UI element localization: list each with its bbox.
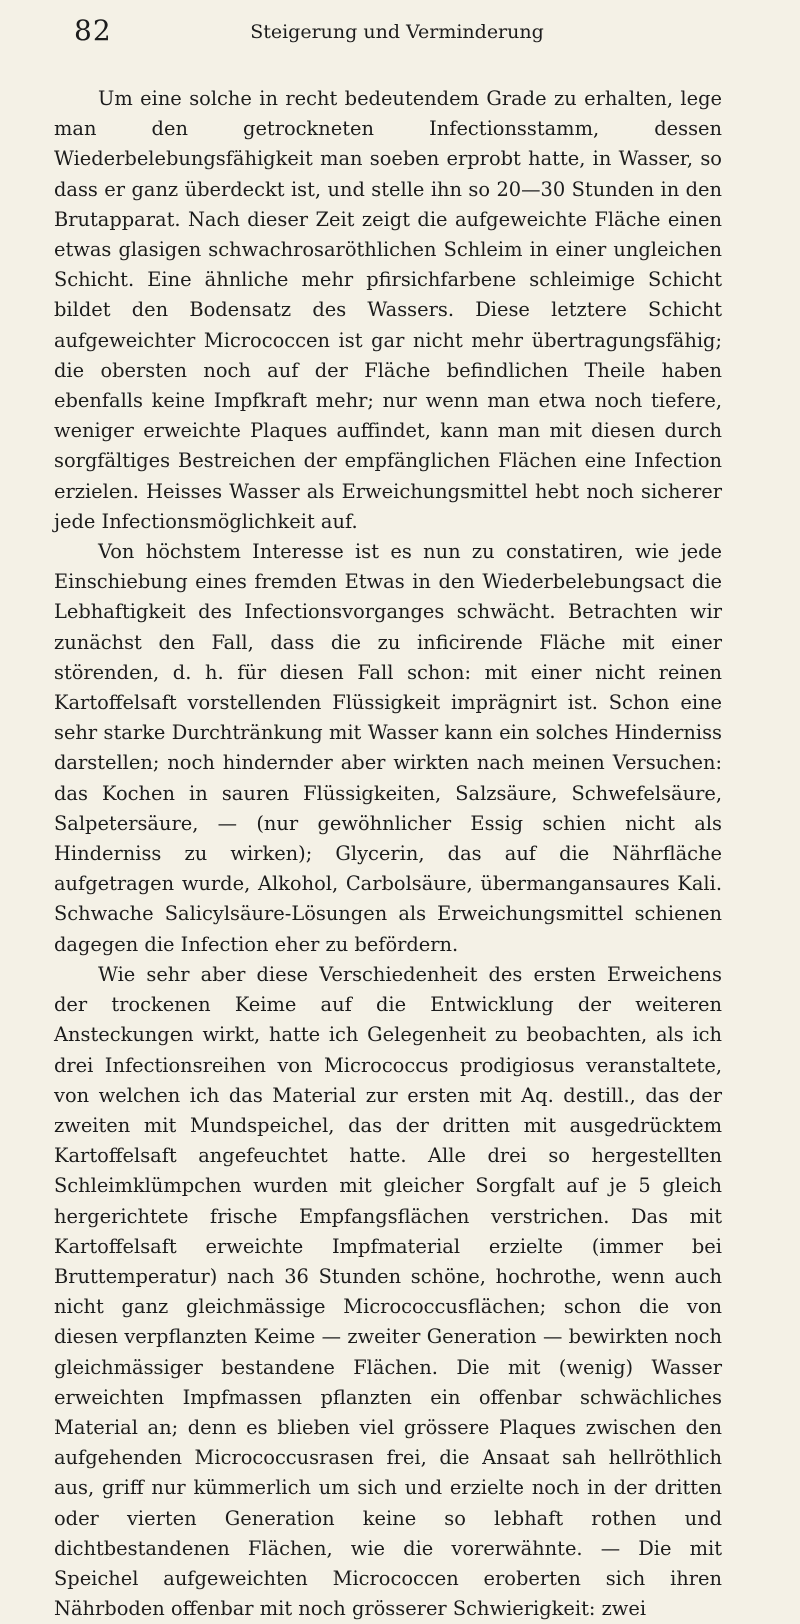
page-header xyxy=(74,14,720,54)
paragraph-2: Von höchstem Interesse ist es nun zu constatiren, wie jede Einschiebung eines fremden Etwas in den Wiederbelebungsact die Lebhaftigkeit des Infectionsvorganges schwächt. Betrachten wir zunächst den Fall, dass die zu inficirende Fläche mit einer störenden, d. h. für diesen Fall schon: mit einer nicht reinen Kartoffelsaft vorstellenden Flüssigkeit imprägnirt ist. Schon eine sehr starke Durchtränkung mit Wasser kann ein solches Hinderniss darstellen; noch hindernder aber wirkten nach meinen Versuchen: das Kochen in sauren Flüssigkeiten, Salzsäure, Schwefelsäure, Salpetersäure, — (nur gewöhnlicher Essig schien nicht als Hinderniss zu wirken); Glycerin, das auf die Nährfläche aufgetragen wurde, Alkohol, Carbolsäure, übermangansaures Kali. Schwache Salicylsäure-Lösungen als Erweichungsmittel schienen dagegen die Infection eher zu befördern. xyxy=(54,540,722,956)
running-title: Steigerung und Verminderung xyxy=(250,21,544,43)
page-number: 82 xyxy=(74,14,112,47)
paragraph-1: Um eine solche in recht bedeutendem Grade zu erhalten, lege man den getrockneten Infectionsstamm, dessen Wiederbelebungsfähigkeit man soeben erprobt hatte, in Wasser, so dass er ganz überdeckt ist, und stelle ihn so 20—30 Stunden in den Brutapparat. Nach dieser Zeit zeigt die aufgeweichte Fläche einen etwas glasigen schwachrosaröthlichen Schleim in einer ungleichen Schicht. Eine ähnliche mehr pfirsichfarbene schleimige Schicht bildet den Bodensatz des Wassers. Diese letztere Schicht aufgeweichter Micrococcen ist gar nicht mehr übertragungsfähig; die obersten noch auf der Fläche befindlichen Theile haben ebenfalls keine Impfkraft mehr; nur wenn man etwa noch tiefere, weniger erweichte Plaques auffindet, kann man mit diesen durch sorgfältiges Bestreichen der empfänglichen Flächen eine Infection erzielen. Heisses Wasser als Erweichungsmittel hebt noch sicherer jede Infectionsmöglichkeit auf. xyxy=(54,87,722,533)
body-text xyxy=(54,84,722,1624)
paragraph-3: Wie sehr aber diese Verschiedenheit des ersten Erweichens der trockenen Keime auf die Entwicklung der weiteren Ansteckungen wirkt, hatte ich Gelegenheit zu beobachten, als ich drei Infectionsreihen von Micrococcus prodigiosus veranstaltete, von welchen ich das Material zur ersten mit Aq. destill., das der zweiten mit Mundspeichel, das der dritten mit ausgedrücktem Kartoffelsaft angefeuchtet hatte. Alle drei so hergestellten Schleimklümpchen wurden mit gleicher Sorgfalt auf je 5 gleich hergerichtete frische Empfangsflächen verstrichen. Das mit Kartoffelsaft erweichte Impfmaterial erzielte (immer bei Bruttemperatur) nach 36 Stunden schöne, hochrothe, wenn auch nicht ganz gleichmässige Micrococcusflächen; schon die von diesen verpflanzten Keime — zweiter Generation — bewirkten noch gleichmässiger bestandene Flächen. Die mit (wenig) Wasser erweichten Impfmassen pflanzten ein offenbar schwächliches Material an; denn es blieben viel grössere Plaques zwischen den aufgehenden Micrococcusrasen frei, die Ansaat sah hellröthlich aus, griff nur kümmerlich um sich und erzielte noch in der dritten oder vierten Generation keine so lebhaft rothen und dichtbestandenen Flächen, wie die vorerwähnte. — Die mit Speichel aufgeweichten Micrococcen eroberten sich ihren Nährboden offenbar mit noch grösserer Schwierigkeit: zwei xyxy=(54,962,722,1621)
